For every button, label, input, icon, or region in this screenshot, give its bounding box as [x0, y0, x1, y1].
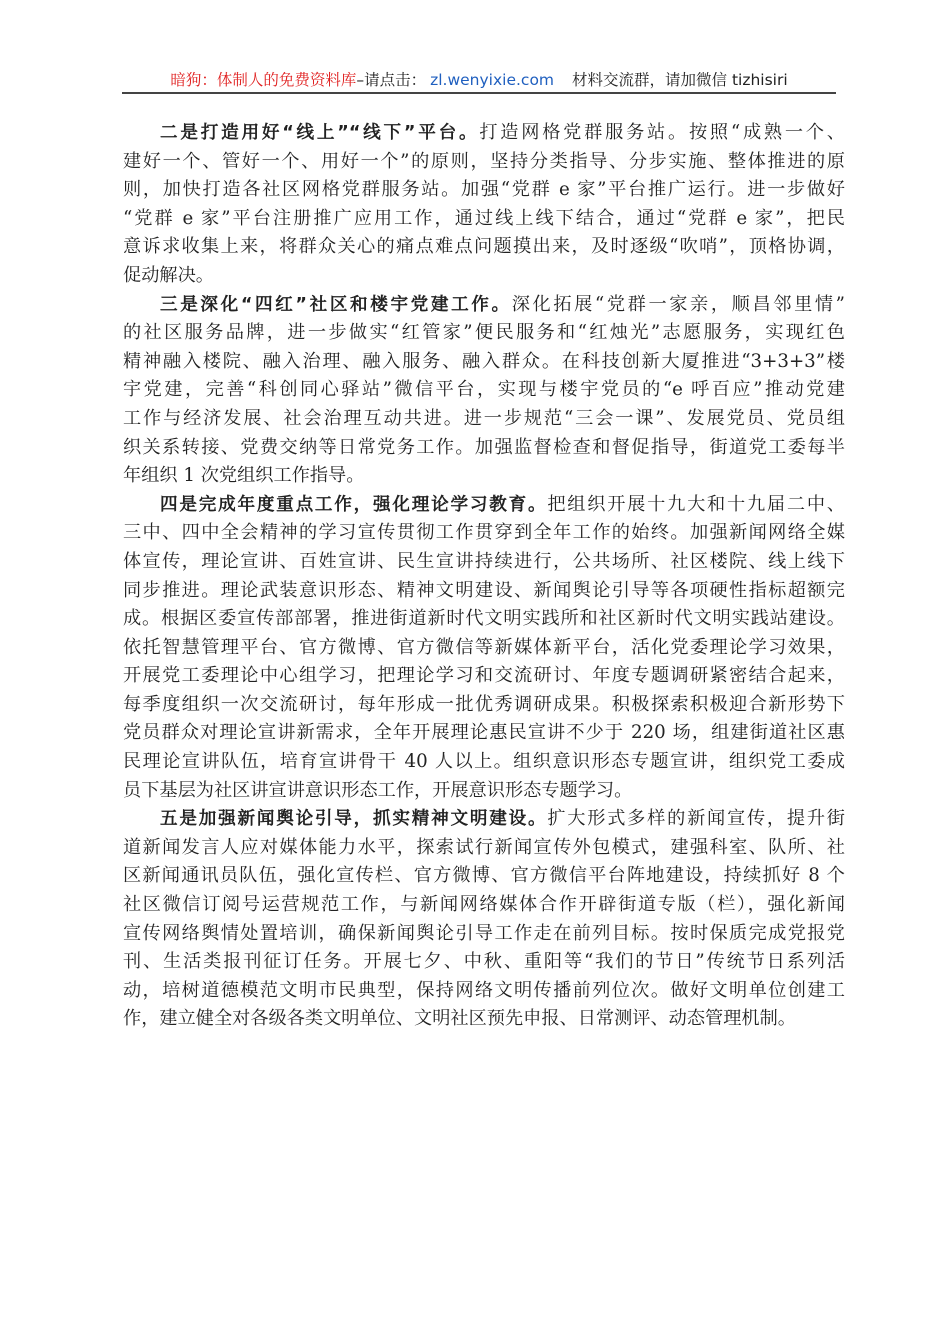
line-text: 党员群众对理论宣讲新需求，全年开展理论惠民宣讲不少于 220 场，组建街道社区惠 — [123, 722, 845, 744]
paragraph-heading: 二是打造用好“线上”“线下”平台。 — [160, 123, 480, 143]
line-text: 深化拓展“党群一家亲，顺昌邻里情” — [511, 293, 845, 315]
paragraph-line — [123, 605, 845, 634]
line-text: 打造网格党群服务站。按照“成熟一个、 — [479, 122, 845, 143]
paragraph-line — [123, 805, 845, 834]
paragraph-line — [123, 462, 845, 491]
paragraph-line — [123, 148, 845, 177]
paragraph-line — [123, 691, 845, 720]
paragraph-line — [123, 1005, 845, 1034]
paragraph-heading: 四是完成年度重点工作，强化理论学习教育。 — [160, 494, 548, 515]
line-text: 工作与经济发展、社会治理互动共进。进一步规范“三会一课”、发展党员、党员组 — [123, 407, 845, 429]
line-text: 的社区服务品牌，进一步做实“红管家”便民服务和“红烛光”志愿服务，实现红色 — [123, 322, 845, 344]
line-text: 道新闻发言人应对媒体能力水平，探索试行新闻宣传外包模式，建强科室、队所、社 — [123, 836, 845, 858]
paragraph-line — [123, 977, 845, 1006]
paragraph-line — [123, 662, 845, 691]
paragraph-line — [123, 777, 845, 806]
line-text: 刊、生活类报刊征订任务。开展七夕、中秋、重阳等“我们的节日”传统节日系列活 — [123, 951, 845, 973]
line-text: 作，建立健全对各级各类文明单位、文明社区预先申报、日常测评、动态管理机制。 — [123, 1008, 796, 1030]
line-text: 则，加快打造各社区网格党群服务站。加强“党群 e 家”平台推广运行。进一步做好 — [123, 179, 845, 201]
line-text: 把组织开展十九大和十九届二中、 — [547, 493, 845, 515]
paragraph-line — [123, 862, 845, 891]
line-text: 每季度组织一次交流研讨，每年形成一批优秀调研成果。积极探索积极迎合新形势下 — [123, 693, 845, 715]
paragraph-line — [123, 634, 845, 663]
header-link[interactable]: zl.wenyixie.com — [430, 71, 555, 89]
line-text: 精神融入楼院、融入治理、融入服务、融入群众。在科技创新大厦推进“3+3+3”楼 — [123, 350, 845, 372]
paragraph-line — [123, 491, 845, 520]
paragraph-line — [123, 948, 845, 977]
line-text: 动，培树道德模范文明市民典型，保持网络文明传播前列位次。做好文明单位创建工 — [123, 979, 845, 1001]
header-prompt: –请点击： — [356, 71, 427, 89]
line-text: 体宣传，理论宣讲、百姓宣讲、民生宣讲持续进行，公共场所、社区楼院、线上线下 — [123, 550, 845, 572]
paragraph-line — [123, 291, 845, 320]
paragraph-line — [123, 891, 845, 920]
paragraph-heading: 三是深化“四红”社区和楼宇党建工作。 — [160, 294, 512, 315]
paragraph — [123, 805, 845, 1034]
line-text: 织关系转接、党费交纳等日常党务工作。加强监督检查和督促指导，街道党工委每半 — [123, 436, 845, 458]
paragraph-line — [123, 205, 845, 234]
line-text: 员下基层为社区讲宣讲意识形态工作，开展意识形态专题学习。 — [123, 779, 633, 801]
paragraph-line — [123, 577, 845, 606]
paragraph — [123, 119, 845, 291]
paragraph-line — [123, 719, 845, 748]
line-text: 宣传网络舆情处置培训，确保新闻舆论引导工作走在前列目标。按时保质完成党报党 — [123, 922, 845, 944]
paragraph-line — [123, 176, 845, 205]
line-text: 依托智慧管理平台、官方微博、官方微信等新媒体新平台，活化党委理论学习效果， — [123, 636, 845, 658]
page-header — [122, 68, 836, 92]
paragraph-line — [123, 405, 845, 434]
paragraph-line — [123, 519, 845, 548]
line-text: 宇党建，完善“科创同心驿站”微信平台，实现与楼宇党员的“e 呼百应”推动党建 — [123, 379, 845, 401]
paragraph-line — [123, 319, 845, 348]
line-text: 民理论宣讲队伍，培育宣讲骨干 40 人以上。组织意识形态专题宣讲，组织党工委成 — [123, 751, 845, 773]
paragraph — [123, 491, 845, 806]
paragraph-line — [123, 376, 845, 405]
paragraph-line — [123, 434, 845, 463]
paragraph-line — [123, 348, 845, 377]
paragraph-line — [123, 119, 845, 148]
line-text: 区新闻通讯员队伍，强化宣传栏、官方微博、官方微信平台阵地建设，持续抓好 8 个 — [123, 865, 845, 887]
paragraph-line — [123, 262, 845, 291]
line-text: “党群 e 家”平台注册推广应用工作，通过线上线下结合，通过“党群 e 家”，把民 — [123, 207, 845, 229]
line-text: 成。根据区委宣传部部署，推进街道新时代文明实践所和社区新时代文明实践站建设。 — [123, 608, 845, 630]
line-text: 社区微信订阅号运营规范工作，与新闻网络媒体合作开辟街道专版（栏），强化新闻 — [123, 894, 845, 916]
line-text: 意诉求收集上来，将群众关心的痛点难点问题摸出来，及时逐级“吹哨”，顶格协调， — [123, 236, 845, 258]
line-text: 同步推进。理论武装意识形态、精神文明建设、新闻舆论引导等各项硬性指标超额完 — [123, 579, 845, 601]
header-brand: 暗狗：体制人的免费资料库 — [170, 71, 357, 89]
line-text: 三中、四中全会精神的学习宣传贯彻工作贯穿到全年工作的始终。加强新闻网络全媒 — [123, 522, 845, 544]
header-contact: 材料交流群，请加微信 tizhisiri — [572, 71, 788, 89]
line-text: 开展党工委理论中心组学习，把理论学习和交流研讨、年度专题调研紧密结合起来， — [123, 665, 845, 687]
paragraph-line — [123, 233, 845, 262]
paragraph-line — [123, 834, 845, 863]
header-divider — [122, 92, 836, 94]
paragraph — [123, 291, 845, 491]
paragraph-line — [123, 748, 845, 777]
line-text: 建好一个、管好一个、用好一个”的原则，坚持分类指导、分步实施、整体推进的原 — [123, 150, 845, 172]
paragraph-heading: 五是加强新闻舆论引导，抓实精神文明建设。 — [160, 809, 548, 830]
line-text: 促动解决。 — [123, 264, 214, 286]
line-text: 扩大形式多样的新闻宣传，提升街 — [547, 808, 845, 830]
line-text: 年组织 1 次党组织工作指导。 — [123, 465, 365, 487]
document-body — [123, 119, 845, 1034]
paragraph-line — [123, 920, 845, 949]
paragraph-line — [123, 548, 845, 577]
